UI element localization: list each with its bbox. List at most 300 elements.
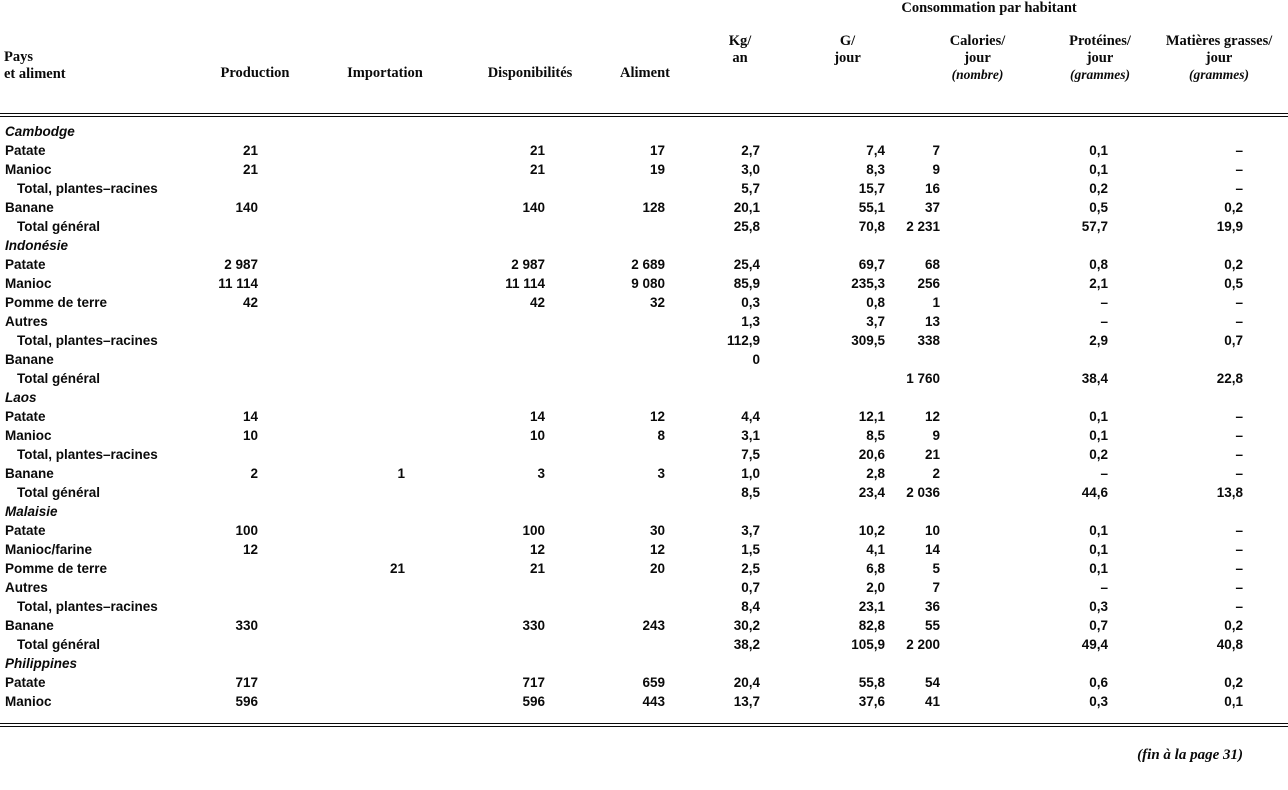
cell-calories-jour: 36 — [924, 599, 940, 614]
cell-proteines-jour: – — [1100, 295, 1108, 310]
cell-g-jour: 7,4 — [866, 143, 885, 158]
cell-kg-an: 0,3 — [741, 295, 760, 310]
cell-production — [200, 312, 310, 331]
table-row — [0, 331, 1288, 350]
table-row — [0, 312, 1288, 331]
cell-proteines-jour: 2,1 — [1089, 276, 1108, 291]
cell-production — [200, 331, 310, 350]
cell-importation — [310, 255, 460, 274]
cell-kg-an: 1,3 — [741, 314, 760, 329]
cell-aliment: 12 — [649, 542, 665, 557]
cell-food-label: Patate — [5, 143, 46, 158]
cell-food-label: Autres — [5, 580, 48, 595]
cell-g-jour: 82,8 — [858, 618, 885, 633]
cell-importation — [310, 578, 460, 597]
cell-g-jour: 69,7 — [858, 257, 885, 272]
header-line: jour — [964, 50, 991, 67]
cell-production: 14 — [242, 409, 258, 424]
cell-proteines-jour: 0,1 — [1089, 162, 1108, 177]
cell-g-jour: 12,1 — [858, 409, 885, 424]
cell-g-jour: 15,7 — [858, 181, 885, 196]
cell-empty — [1150, 502, 1288, 521]
cell-kg-an: 38,2 — [733, 637, 760, 652]
cell-calories-jour: 13 — [924, 314, 940, 329]
cell-disponibilites — [460, 483, 600, 502]
section-row — [0, 502, 1288, 521]
cell-empty — [460, 654, 600, 673]
cell-g-jour: 23,1 — [858, 599, 885, 614]
cell-empty — [690, 122, 790, 141]
cell-matieres-grasses-jour: 0,7 — [1224, 333, 1244, 348]
spacer-cell — [0, 115, 1288, 122]
spanner-row — [0, 0, 1288, 29]
col-header-production: Production — [200, 29, 310, 115]
cell-calories-jour: 338 — [917, 333, 940, 348]
cell-matieres-grasses-jour: 0,2 — [1224, 675, 1244, 690]
cell-kg-an: 112,9 — [726, 333, 760, 348]
cell-calories-jour: 2 200 — [906, 637, 940, 652]
spanner-spacer — [0, 0, 690, 29]
cell-calories-jour: 5 — [932, 561, 940, 576]
cell-kg-an: 0,7 — [741, 580, 760, 595]
table-header — [0, 0, 1288, 115]
cell-proteines-jour: 0,3 — [1089, 694, 1108, 709]
cell-proteines-jour: 0,8 — [1089, 257, 1108, 272]
table-row — [0, 369, 1288, 388]
cell-disponibilites: 140 — [522, 200, 545, 215]
cell-matieres-grasses-jour: – — [1235, 466, 1244, 481]
cell-food-label: Patate — [5, 675, 46, 690]
cell-proteines-jour: 0,1 — [1089, 143, 1108, 158]
col-header-g-jour — [790, 29, 905, 115]
cell-g-jour: 37,6 — [858, 694, 885, 709]
header-line-unit: (grammes) — [1070, 67, 1130, 83]
cell-empty — [600, 236, 690, 255]
cell-empty — [690, 502, 790, 521]
cell-kg-an: 20,4 — [733, 675, 760, 690]
cell-matieres-grasses-jour: – — [1235, 561, 1244, 576]
cell-empty — [1050, 122, 1150, 141]
cell-calories-jour: 7 — [932, 580, 940, 595]
cell-importation — [310, 160, 460, 179]
section-row — [0, 122, 1288, 141]
cell-matieres-grasses-jour: 22,8 — [1216, 371, 1244, 386]
table-row — [0, 578, 1288, 597]
cell-proteines-jour: 2,9 — [1089, 333, 1108, 348]
cell-disponibilites: 717 — [522, 675, 545, 690]
cell-importation — [310, 426, 460, 445]
cell-aliment — [600, 483, 690, 502]
cell-empty — [1050, 654, 1150, 673]
cell-calories-jour: 2 036 — [906, 485, 940, 500]
cell-importation — [310, 293, 460, 312]
cell-food-label: Autres — [5, 314, 48, 329]
cell-proteines-jour: 57,7 — [1081, 219, 1108, 234]
cell-empty — [200, 388, 310, 407]
cell-disponibilites — [460, 350, 600, 369]
cell-g-jour: 105,9 — [851, 637, 885, 652]
cell-calories-jour — [905, 350, 1050, 369]
cell-empty — [310, 388, 460, 407]
cell-production: 21 — [242, 162, 258, 177]
cell-calories-jour: 9 — [932, 162, 940, 177]
cell-matieres-grasses-jour: – — [1235, 428, 1244, 443]
cell-calories-jour: 2 231 — [906, 219, 940, 234]
table-row — [0, 445, 1288, 464]
cell-aliment: 30 — [649, 523, 665, 538]
table-row — [0, 635, 1288, 654]
cell-matieres-grasses-jour: – — [1235, 447, 1244, 462]
cell-calories-jour: 14 — [924, 542, 940, 557]
cell-empty — [600, 122, 690, 141]
cell-proteines-jour: 0,2 — [1089, 447, 1108, 462]
cell-proteines-jour: 0,7 — [1089, 618, 1108, 633]
cell-g-jour: 0,8 — [866, 295, 885, 310]
cell-matieres-grasses-jour: – — [1235, 314, 1244, 329]
cell-aliment: 19 — [649, 162, 665, 177]
cell-matieres-grasses-jour: 19,9 — [1216, 219, 1244, 234]
table-body — [0, 115, 1288, 725]
cell-kg-an: 5,7 — [741, 181, 760, 196]
cell-kg-an: 3,1 — [741, 428, 760, 443]
cell-disponibilites: 21 — [529, 143, 545, 158]
cell-food-label: Manioc — [5, 428, 52, 443]
cell-kg-an: 4,4 — [741, 409, 760, 424]
cell-food-label: Banane — [5, 618, 54, 633]
header-line: jour — [1086, 50, 1114, 67]
cell-aliment — [600, 350, 690, 369]
col-header-matieres-grasses-jour — [1150, 29, 1288, 115]
cell-aliment — [600, 578, 690, 597]
cell-disponibilites — [460, 597, 600, 616]
cell-calories-jour: 54 — [924, 675, 940, 690]
cell-food-label: Total général — [17, 485, 101, 500]
cell-empty — [790, 236, 905, 255]
cell-production: 2 — [250, 466, 258, 481]
table-row — [0, 350, 1288, 369]
cell-aliment: 443 — [642, 694, 665, 709]
cell-matieres-grasses-jour: – — [1235, 295, 1244, 310]
cell-importation — [310, 692, 460, 711]
cell-production: 12 — [242, 542, 258, 557]
cell-production — [200, 483, 310, 502]
cell-calories-jour: 1 760 — [906, 371, 940, 386]
cell-importation — [310, 483, 460, 502]
cell-aliment — [600, 445, 690, 464]
cell-kg-an: 25,4 — [733, 257, 760, 272]
col-header-kg-an — [690, 29, 790, 115]
section-name: Laos — [5, 390, 37, 405]
cell-disponibilites — [460, 445, 600, 464]
cell-food-label: Total, plantes–racines — [17, 333, 158, 348]
cell-empty — [460, 388, 600, 407]
cell-aliment: 20 — [649, 561, 665, 576]
cell-kg-an: 25,8 — [733, 219, 760, 234]
cell-calories-jour: 21 — [924, 447, 940, 462]
cell-empty — [1150, 388, 1288, 407]
cell-production — [200, 369, 310, 388]
cell-kg-an: 7,5 — [741, 447, 760, 462]
cell-g-jour: 8,3 — [866, 162, 885, 177]
cell-disponibilites — [460, 331, 600, 350]
cell-calories-jour: 12 — [924, 409, 940, 424]
cell-g-jour: 20,6 — [858, 447, 885, 462]
header-line: Matières grasses/ — [1165, 33, 1273, 49]
cell-production: 42 — [242, 295, 258, 310]
page-footer-note: (fin à la page 31) — [1137, 747, 1243, 763]
cell-empty — [600, 654, 690, 673]
cell-calories-jour: 68 — [924, 257, 940, 272]
cell-calories-jour: 9 — [932, 428, 940, 443]
cell-food-label: Manioc — [5, 162, 52, 177]
cell-food-label: Patate — [5, 523, 46, 538]
cell-food-label: Patate — [5, 409, 46, 424]
cell-proteines-jour — [1050, 350, 1150, 369]
cell-kg-an: 8,4 — [741, 599, 760, 614]
cell-aliment: 659 — [642, 675, 665, 690]
cell-aliment: 9 080 — [631, 276, 665, 291]
col-header-importation: Importation — [310, 29, 460, 115]
cell-disponibilites: 100 — [522, 523, 545, 538]
cell-g-jour — [790, 369, 905, 388]
cell-aliment: 3 — [657, 466, 665, 481]
cell-food-label: Total général — [17, 219, 101, 234]
cell-disponibilites: 2 987 — [511, 257, 545, 272]
cell-g-jour: 4,1 — [866, 542, 885, 557]
cell-matieres-grasses-jour: – — [1235, 542, 1244, 557]
spacer-row — [0, 115, 1288, 122]
cell-kg-an: 8,5 — [741, 485, 760, 500]
cell-empty — [600, 502, 690, 521]
cell-disponibilites: 14 — [529, 409, 545, 424]
col-header-proteines-jour — [1050, 29, 1150, 115]
cell-empty — [690, 654, 790, 673]
cell-empty — [790, 122, 905, 141]
cell-proteines-jour: 38,4 — [1081, 371, 1108, 386]
cell-proteines-jour: – — [1100, 314, 1108, 329]
cell-disponibilites — [460, 312, 600, 331]
cell-empty — [1050, 388, 1150, 407]
cell-disponibilites: 21 — [529, 162, 545, 177]
cell-importation — [310, 597, 460, 616]
cell-aliment — [600, 179, 690, 198]
cell-food-label: Pomme de terre — [5, 295, 108, 310]
header-line: an — [732, 50, 748, 67]
header-line: et aliment — [4, 66, 66, 82]
cell-calories-jour: 16 — [924, 181, 940, 196]
cell-disponibilites: 330 — [522, 618, 545, 633]
cell-importation — [310, 673, 460, 692]
table-row — [0, 141, 1288, 160]
cell-empty — [310, 502, 460, 521]
cell-disponibilites — [460, 217, 600, 236]
header-line: Protéines/ — [1069, 33, 1131, 49]
table-row — [0, 483, 1288, 502]
cell-calories-jour: 7 — [932, 143, 940, 158]
cell-disponibilites: 11 114 — [505, 276, 545, 291]
cell-aliment — [600, 369, 690, 388]
cell-proteines-jour: 49,4 — [1081, 637, 1108, 652]
cell-production — [200, 578, 310, 597]
cell-proteines-jour: 0,1 — [1089, 409, 1108, 424]
cell-disponibilites — [460, 635, 600, 654]
cell-g-jour: 235,3 — [851, 276, 885, 291]
cell-disponibilites: 21 — [529, 561, 545, 576]
cell-proteines-jour: 0,1 — [1089, 428, 1108, 443]
cell-empty — [460, 502, 600, 521]
cell-disponibilites — [460, 179, 600, 198]
cell-kg-an: 0 — [752, 352, 760, 367]
cell-aliment: 2 689 — [631, 257, 665, 272]
cell-food-label: Total, plantes–racines — [17, 181, 158, 196]
table-row — [0, 597, 1288, 616]
cell-importation — [310, 540, 460, 559]
cell-g-jour: 55,8 — [858, 675, 885, 690]
cell-production — [200, 445, 310, 464]
table-row — [0, 673, 1288, 692]
cell-empty — [790, 654, 905, 673]
cell-proteines-jour: – — [1100, 580, 1108, 595]
cell-kg-an: 30,2 — [733, 618, 760, 633]
cell-importation — [310, 521, 460, 540]
cell-importation — [310, 274, 460, 293]
cell-food-label: Total général — [17, 637, 101, 652]
cell-empty — [200, 502, 310, 521]
cell-proteines-jour: 44,6 — [1081, 485, 1108, 500]
cell-g-jour: 8,5 — [866, 428, 885, 443]
cell-matieres-grasses-jour: 13,8 — [1216, 485, 1244, 500]
table-row — [0, 616, 1288, 635]
cell-g-jour: 70,8 — [858, 219, 885, 234]
cell-food-label: Manioc — [5, 694, 52, 709]
cell-proteines-jour: 0,1 — [1089, 561, 1108, 576]
cell-matieres-grasses-jour: – — [1235, 523, 1244, 538]
cell-empty — [600, 388, 690, 407]
cell-empty — [200, 122, 310, 141]
cell-importation — [310, 635, 460, 654]
cell-empty — [905, 122, 1050, 141]
section-row — [0, 388, 1288, 407]
cell-food-label: Banane — [5, 352, 54, 367]
cell-kg-an: 13,7 — [733, 694, 760, 709]
cell-production — [200, 559, 310, 578]
cell-g-jour: 3,7 — [866, 314, 885, 329]
cell-importation — [310, 331, 460, 350]
cell-g-jour: 10,2 — [858, 523, 885, 538]
section-name: Malaisie — [5, 504, 58, 519]
cell-importation: 21 — [389, 561, 405, 576]
cell-matieres-grasses-jour — [1150, 350, 1288, 369]
cell-matieres-grasses-jour: – — [1235, 143, 1244, 158]
header-line: Kg/ — [728, 33, 752, 49]
cell-production: 21 — [242, 143, 258, 158]
cell-importation — [310, 616, 460, 635]
cell-production: 330 — [235, 618, 258, 633]
cell-disponibilites: 42 — [529, 295, 545, 310]
cell-matieres-grasses-jour: – — [1235, 181, 1244, 196]
section-name: Cambodge — [5, 124, 75, 139]
cell-proteines-jour: 0,1 — [1089, 542, 1108, 557]
cell-disponibilites: 3 — [537, 466, 545, 481]
cell-disponibilites: 596 — [522, 694, 545, 709]
cell-production: 10 — [242, 428, 258, 443]
cell-importation — [310, 369, 460, 388]
cell-aliment — [600, 331, 690, 350]
col-header-aliment: Aliment — [600, 29, 690, 115]
cell-importation — [310, 350, 460, 369]
cell-kg-an: 20,1 — [733, 200, 760, 215]
cell-g-jour: 2,8 — [866, 466, 885, 481]
cell-aliment — [600, 217, 690, 236]
cell-kg-an: 3,0 — [741, 162, 760, 177]
cell-empty — [460, 122, 600, 141]
cell-g-jour: 23,4 — [858, 485, 885, 500]
cell-empty — [310, 236, 460, 255]
cell-empty — [690, 388, 790, 407]
cell-production: 596 — [235, 694, 258, 709]
cell-proteines-jour: – — [1100, 466, 1108, 481]
cell-empty — [790, 388, 905, 407]
cell-kg-an: 2,5 — [741, 561, 760, 576]
cell-kg-an: 1,5 — [741, 542, 760, 557]
cell-matieres-grasses-jour: 0,2 — [1224, 618, 1244, 633]
cell-food-label: Manioc/farine — [5, 542, 93, 557]
cell-proteines-jour: 0,5 — [1089, 200, 1108, 215]
cell-g-jour: 55,1 — [858, 200, 885, 215]
cell-disponibilites: 12 — [529, 542, 545, 557]
cell-empty — [1150, 122, 1288, 141]
cell-aliment: 243 — [642, 618, 665, 633]
table-row — [0, 426, 1288, 445]
header-line-unit: (nombre) — [951, 67, 1004, 83]
cell-importation — [310, 217, 460, 236]
cell-aliment: 32 — [649, 295, 665, 310]
cell-aliment: 12 — [649, 409, 665, 424]
cell-food-label: Banane — [5, 466, 54, 481]
section-name: Philippines — [5, 656, 78, 671]
cell-empty — [905, 236, 1050, 255]
cell-production: 11 114 — [218, 276, 258, 291]
col-group-header-consommation: Consommation par habitant — [901, 0, 1077, 16]
cell-g-jour: 6,8 — [866, 561, 885, 576]
cell-production: 717 — [235, 675, 258, 690]
cell-food-label: Manioc — [5, 276, 52, 291]
cell-empty — [905, 654, 1050, 673]
cell-matieres-grasses-jour: 0,2 — [1224, 200, 1244, 215]
col-header-pays-et-aliment — [0, 29, 200, 115]
cell-empty — [460, 236, 600, 255]
cell-matieres-grasses-jour: – — [1235, 409, 1244, 424]
cell-importation: 1 — [397, 466, 405, 481]
cell-proteines-jour: 0,2 — [1089, 181, 1108, 196]
cell-empty — [200, 654, 310, 673]
cell-empty — [905, 388, 1050, 407]
cell-calories-jour: 55 — [924, 618, 940, 633]
spacer-cell — [0, 711, 1288, 725]
cell-empty — [790, 502, 905, 521]
cell-production: 140 — [235, 200, 258, 215]
cell-g-jour — [790, 350, 905, 369]
cell-food-label: Banane — [5, 200, 54, 215]
cell-matieres-grasses-jour: – — [1235, 162, 1244, 177]
section-row — [0, 236, 1288, 255]
cell-empty — [310, 654, 460, 673]
cell-empty — [1150, 654, 1288, 673]
cell-disponibilites — [460, 578, 600, 597]
cell-calories-jour: 41 — [924, 694, 940, 709]
cell-kg-an: 1,0 — [741, 466, 760, 481]
cell-importation — [310, 141, 460, 160]
